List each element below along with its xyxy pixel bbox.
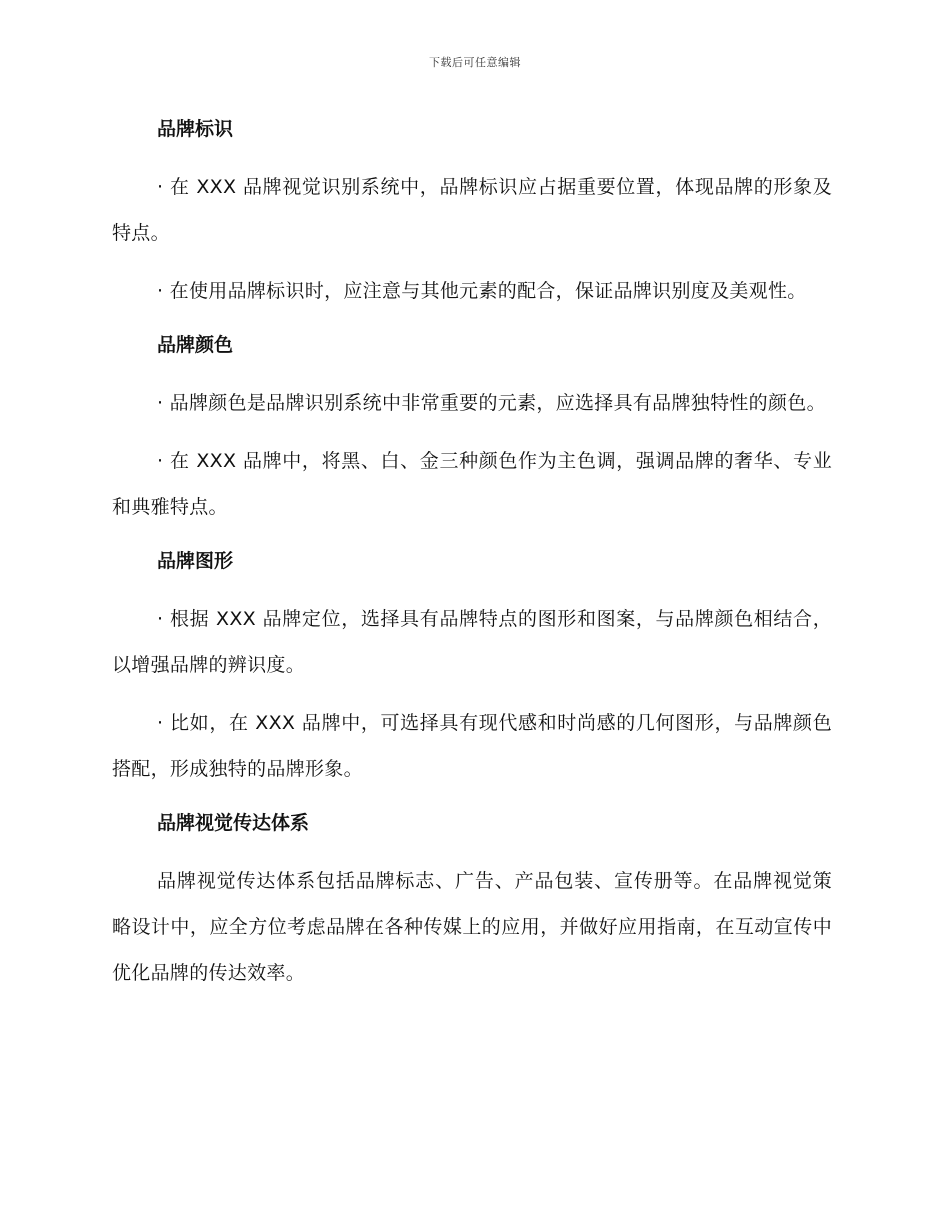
section-heading: 品牌图形 [157,550,234,572]
section-visual-communication [112,804,832,996]
section-brand-logo [112,110,832,314]
paragraph: · 在 XXX 品牌视觉识别系统中，品牌标识应占据重要位置，体现品牌的形象及特点。 [112,176,832,244]
section-brand-color [112,326,832,530]
paragraph: 品牌视觉传达体系包括品牌标志、广告、产品包装、宣传册等。在品牌视觉策略设计中，应全方位考虑品牌在各种传媒上的应用，并做好应用指南，在互动宣传中优化品牌的传达效率。 [112,870,832,984]
paragraph: · 在 XXX 品牌中，将黑、白、金三种颜色作为主色调，强调品牌的奢华、专业和典雅特点。 [112,450,832,518]
paragraph: · 在使用品牌标识时，应注意与其他元素的配合，保证品牌识别度及美观性。 [157,280,807,302]
page-header-note: 下载后可任意编辑 [429,56,521,69]
section-heading: 品牌视觉传达体系 [157,812,310,834]
section-heading: 品牌标识 [157,118,234,140]
section-heading: 品牌颜色 [157,334,234,356]
section-brand-graphics [112,542,832,792]
paragraph: · 根据 XXX 品牌定位，选择具有品牌特点的图形和图案，与品牌颜色相结合，以增强品牌的辨识度。 [112,608,832,676]
paragraph: · 品牌颜色是品牌识别系统中非常重要的元素，应选择具有品牌独特性的颜色。 [157,392,826,414]
document-body [112,110,832,996]
paragraph: · 比如，在 XXX 品牌中，可选择具有现代感和时尚感的几何图形，与品牌颜色搭配，形成独特的品牌形象。 [112,712,832,780]
